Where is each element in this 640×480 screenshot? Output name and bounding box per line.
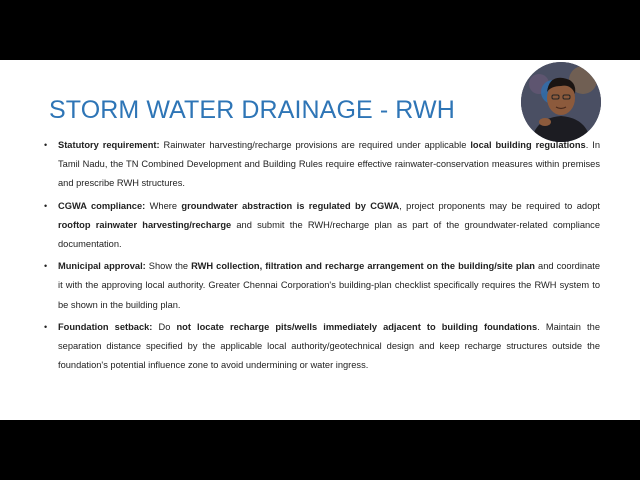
bullet-text: and submit the RWH/recharge plan as part of the groundwater-related compliance documentation.	[58, 219, 600, 250]
bullet-text: Show the	[145, 261, 192, 272]
bullet-text: Where	[145, 200, 182, 211]
presenter-webcam-icon	[521, 62, 601, 142]
bullet-emphasis: rooftop rainwater harvesting/recharge	[58, 219, 232, 230]
bullet-text: . Maintain the separation distance specified by the applicable local authority/geotechnical design and keep recharge structures outside the foundation's potential influence zone to avoid undermining or water ingress.	[58, 321, 600, 371]
bullet-emphasis: not locate recharge pits/wells immediately adjacent to building foundations	[176, 321, 538, 332]
bullet-text: Do	[152, 321, 177, 332]
bullet-emphasis: RWH collection, filtration and recharge arrangement on the building/site plan	[191, 261, 535, 272]
bullet-heading: Statutory requirement:	[58, 140, 160, 150]
bullet-cgwa-compliance	[44, 197, 600, 255]
bullet-text: and coordinate it with the approving local authority. Greater Chennai Corporation's building-plan checklist specifically requires the RWH system to be shown in the building plan.	[58, 261, 601, 310]
bullet-text: , project proponents may be required to adopt	[399, 200, 601, 211]
bullet-text: Rainwater harvesting/recharge provisions are required under applicable	[159, 140, 471, 150]
bullet-text: . In Tamil Nadu, the TN Combined Development and Building Rules require effective rainwater-conservation measures within premises and prescribe RWH structures.	[58, 140, 600, 189]
presenter-avatar	[521, 62, 601, 142]
bullet-heading: Municipal approval:	[58, 261, 146, 272]
bullet-emphasis: groundwater abstraction is regulated by CGWA	[181, 200, 400, 211]
bullet-heading: CGWA compliance:	[58, 200, 146, 211]
slide	[0, 60, 640, 420]
slide-title: STORM WATER DRAINAGE - RWH	[49, 96, 455, 124]
letterbox-top	[0, 0, 640, 60]
bullet-list	[44, 136, 600, 378]
bullet-dot: •	[44, 261, 48, 272]
bullet-statutory-requirement	[44, 136, 600, 194]
letterbox-bottom	[0, 420, 640, 480]
bullet-foundation-setback	[44, 318, 600, 376]
bullet-dot: •	[44, 140, 48, 150]
bullet-dot: •	[44, 200, 48, 211]
bullet-emphasis: local building regulations	[470, 140, 586, 150]
bullet-heading: Foundation setback:	[58, 321, 153, 332]
bullet-municipal-approval	[44, 257, 600, 315]
bullet-dot: •	[44, 321, 48, 332]
